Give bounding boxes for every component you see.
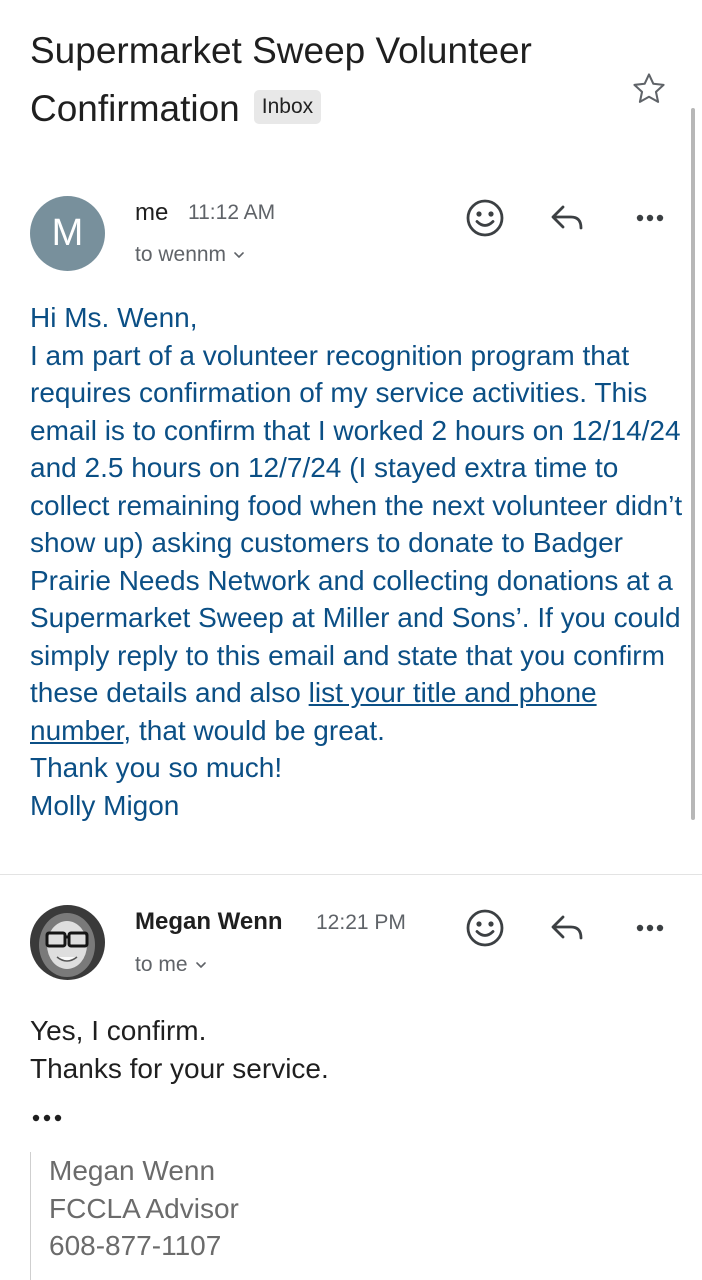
email-subject: [30, 22, 610, 138]
chevron-down-icon: [194, 958, 208, 972]
subject-text: Supermarket Sweep Volunteer Confirmation: [30, 30, 532, 129]
message-body: [30, 1012, 329, 1087]
message-time: 12:21 PM: [316, 911, 406, 934]
reply-icon[interactable]: [545, 196, 589, 240]
divider: [0, 874, 702, 875]
greeting: Hi Ms. Wenn,: [30, 302, 198, 333]
closing: Thank you so much!: [30, 752, 283, 783]
star-icon[interactable]: [630, 70, 668, 108]
inbox-label[interactable]: Inbox: [254, 90, 321, 124]
body-line: Yes, I confirm.: [30, 1015, 207, 1046]
emoji-icon[interactable]: [463, 196, 507, 240]
body-line: Thanks for your service.: [30, 1052, 329, 1084]
emoji-icon[interactable]: [463, 906, 507, 950]
signature-block: [30, 1152, 239, 1280]
recipient-text: to wennm: [135, 243, 227, 266]
avatar[interactable]: [30, 905, 105, 980]
more-icon[interactable]: [628, 906, 672, 950]
scrollbar[interactable]: [691, 108, 695, 820]
avatar[interactable]: M: [30, 196, 105, 271]
message-time: 11:12 AM: [188, 201, 276, 224]
show-quoted-icon[interactable]: [30, 1104, 70, 1124]
signature-name: Megan Wenn: [49, 1155, 216, 1186]
recipient-toggle[interactable]: [135, 243, 246, 267]
signature-phone: 608-877-1107: [49, 1230, 222, 1261]
body-paragraph: I am part of a volunteer recognition program that requires confirmation of my service activities. This email is to confirm that I worked 2 hours on 12/14/24 and 2.5 hours on 12/7/24 (I stayed extra time to collect remaining food when the next volunteer didn’t show up) asking customers to donate to Badger Prairie Needs Network and collecting donations at a Supermarket Sweep at Miller and Sons’. If you could simply reply to this email and state that you confirm these details and also list your title and phone number, that would be great.: [30, 339, 683, 746]
sender-name: Megan Wenn: [135, 908, 283, 935]
recipient-toggle[interactable]: [135, 953, 208, 977]
recipient-text: to me: [135, 953, 188, 976]
sender-name: me: [135, 199, 169, 226]
body-link[interactable]: list your title and phone number: [30, 677, 597, 746]
signature-title: FCCLA Advisor: [49, 1192, 239, 1224]
more-icon[interactable]: [628, 196, 672, 240]
signature-name: Molly Migon: [30, 789, 180, 821]
reply-icon[interactable]: [545, 906, 589, 950]
chevron-down-icon: [232, 248, 246, 262]
message-body: [30, 299, 690, 824]
